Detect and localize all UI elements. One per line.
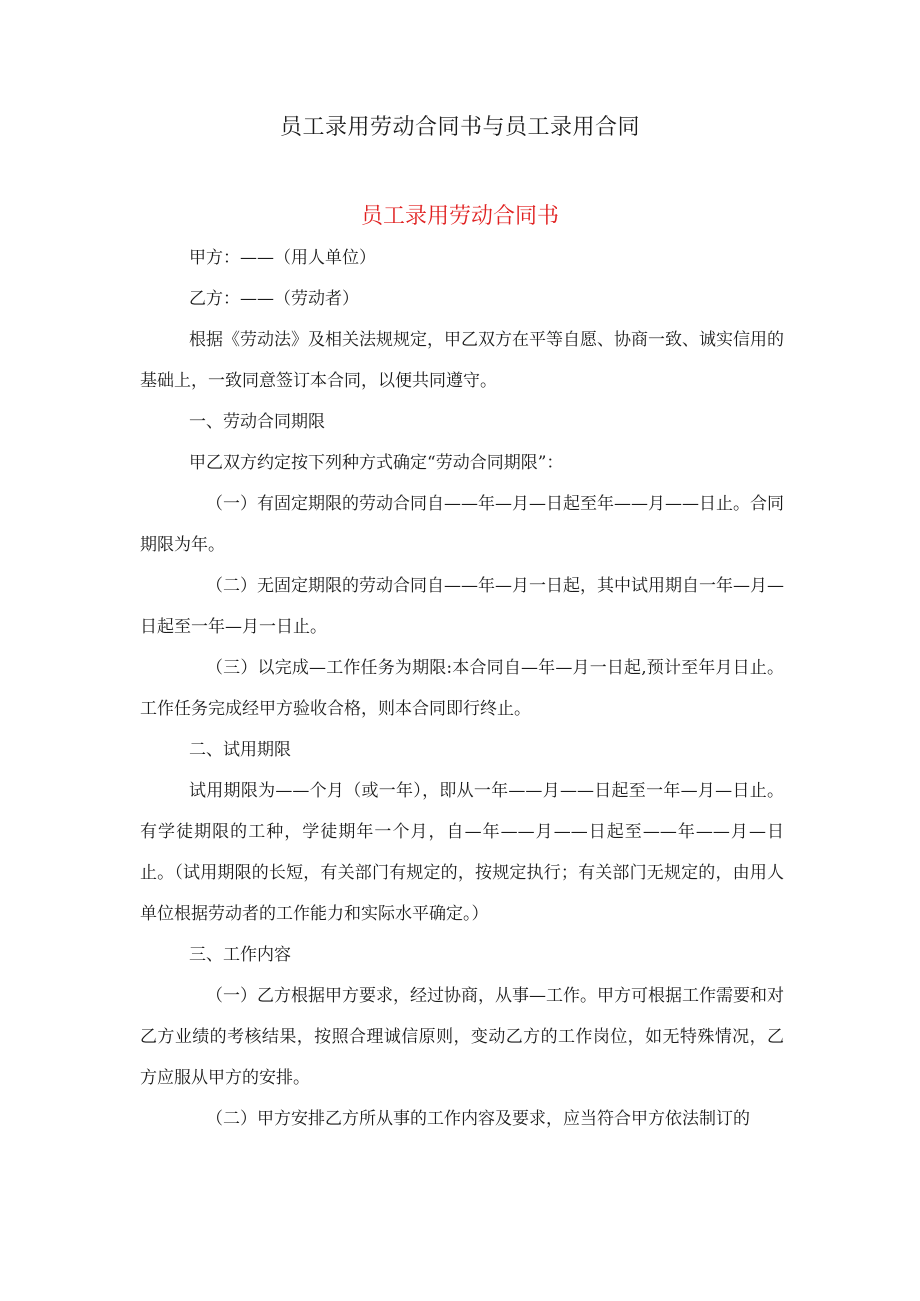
work-content-item-1: （一）乙方根据甲方要求，经过协商，从事—工作。甲方可根据工作需要和对乙方业绩的考核结果，按照合理诚信原则，变动乙方的工作岗位，如无特殊情况，乙方应服从甲方的安排。: [140, 986, 784, 1088]
contract-term-item-1: （一）有固定期限的劳动合同自——年—月—日起至年——月——日止。合同期限为年。: [140, 494, 784, 555]
preamble-paragraph: 根据《劳动法》及相关法规规定，甲乙双方在平等自愿、协商一致、诚实信用的基础上，一致同意签订本合同，以便共同遵守。: [140, 330, 784, 391]
contract-term-item-3: （三）以完成—工作任务为期限:本合同自—年—月一日起,预计至年月日止。工作任务完成经甲方验收合格，则本合同即行终止。: [140, 658, 784, 719]
document-title: 员工录用劳动合同书与员工录用合同: [279, 115, 640, 140]
work-content-item-2: （二）甲方安排乙方所从事的工作内容及要求，应当符合甲方依法制订的: [206, 1109, 750, 1129]
contract-body: [140, 238, 784, 1140]
heading-work-content: 三、工作内容: [189, 945, 291, 965]
contract-term-intro: 甲乙双方约定按下列种方式确定“劳动合同期限”：: [189, 453, 564, 473]
party-b-line: 乙方：——（劳动者）: [189, 289, 359, 309]
probation-paragraph: 试用期限为——个月（或一年），即从一年——月——日起至一年—月—日止。有学徒期限的工种，学徒期年一个月，自—年——月——日起至——年——月—日止。（试用期限的长短，有关部门有规定的，按规定执行；有关部门无规定的，由用人单位根据劳动者的工作能力和实际水平确定。）: [140, 781, 784, 924]
contract-title: 员工录用劳动合同书: [360, 204, 559, 229]
party-a-line: 甲方：——（用人单位）: [189, 248, 376, 268]
heading-probation: 二、试用期限: [189, 740, 291, 760]
contract-term-item-2: （二）无固定期限的劳动合同自——年—月一日起，其中试用期自一年—月—日起至一年—月一日止。: [140, 576, 784, 637]
heading-contract-term: 一、劳动合同期限: [189, 412, 325, 432]
